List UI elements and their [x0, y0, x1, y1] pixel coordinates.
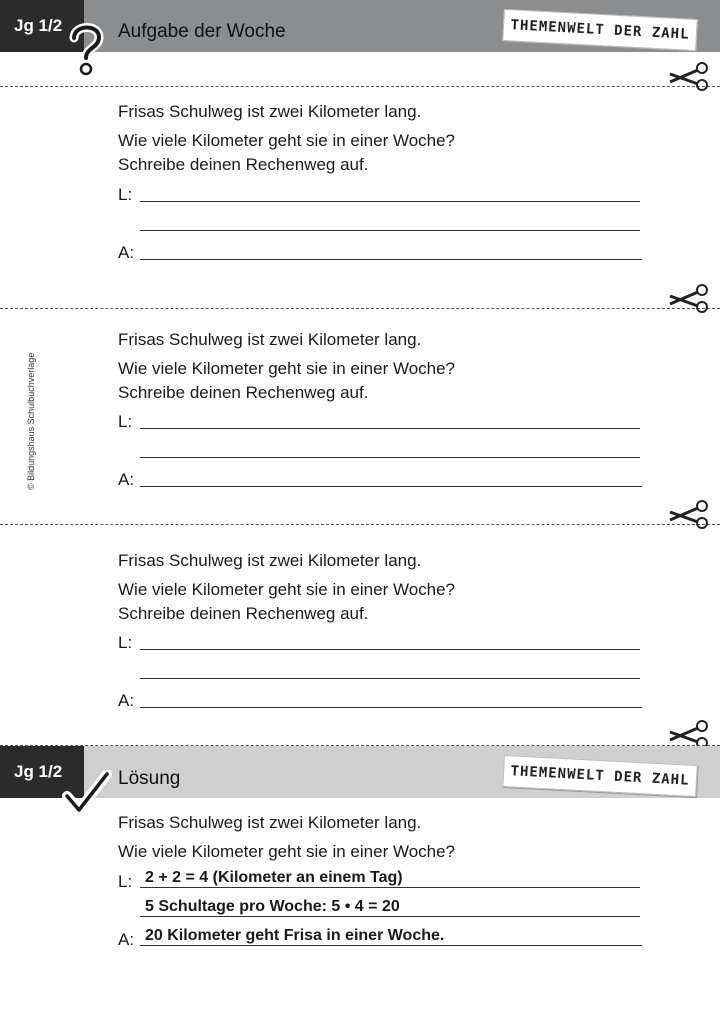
copyright-note: © Bildungshaus Schulbuchverlage [26, 352, 36, 490]
page-title: Aufgabe der Woche [118, 21, 286, 42]
cut-line [0, 86, 720, 87]
task-instruction: Schreibe deinen Rechenweg auf. [118, 383, 369, 402]
grade-badge: Jg 1/2 [0, 746, 84, 798]
solution-answer-2: 5 Schultage pro Woche: 5 • 4 = 20 [145, 898, 400, 915]
scissors-icon [668, 284, 710, 314]
task-text: Frisas Schulweg ist zwei Kilometer lang. [118, 102, 422, 121]
task-question: Wie viele Kilometer geht sie in einer Woche? [118, 580, 456, 599]
l-label: L: [118, 633, 133, 652]
scissors-icon [668, 500, 710, 530]
solution-question: Wie viele Kilometer geht sie in einer Woche? [118, 842, 456, 861]
cut-line [0, 524, 720, 525]
checkmark-icon [62, 770, 112, 818]
answer-line [140, 887, 640, 888]
grade-badge: Jg 1/2 [0, 0, 84, 52]
task-instruction: Schreibe deinen Rechenweg auf. [118, 155, 369, 174]
answer-line [140, 916, 640, 917]
task-question: Wie viele Kilometer geht sie in einer Woche? [118, 359, 456, 378]
brand-stamp: THEMENWELT DER ZAHL [502, 755, 697, 797]
answer-line[interactable] [140, 428, 640, 429]
task-instruction: Schreibe deinen Rechenweg auf. [118, 604, 369, 623]
cut-line [0, 308, 720, 309]
answer-line[interactable] [140, 486, 642, 487]
answer-line[interactable] [140, 230, 640, 231]
solution-title: Lösung [118, 768, 181, 789]
answer-line[interactable] [140, 678, 640, 679]
l-label: L: [118, 185, 133, 204]
answer-line[interactable] [140, 259, 642, 260]
answer-line[interactable] [140, 457, 640, 458]
task-text: Frisas Schulweg ist zwei Kilometer lang. [118, 551, 422, 570]
task-text: Frisas Schulweg ist zwei Kilometer lang. [118, 330, 422, 349]
scissors-icon [668, 62, 710, 92]
a-label: A: [118, 470, 135, 489]
l-label: L: [118, 412, 133, 431]
a-label: A: [118, 243, 135, 262]
question-mark-icon [66, 22, 106, 78]
header-bar [0, 0, 720, 52]
brand-stamp: THEMENWELT DER ZAHL [502, 9, 697, 51]
solution-answer-1: 2 + 2 = 4 (Kilometer an einem Tag) [145, 869, 403, 886]
solution-text: Frisas Schulweg ist zwei Kilometer lang. [118, 813, 422, 832]
answer-line[interactable] [140, 201, 640, 202]
answer-line[interactable] [140, 649, 640, 650]
task-question: Wie viele Kilometer geht sie in einer Woche? [118, 131, 456, 150]
a-label: A: [118, 691, 135, 710]
solution-answer-3: 20 Kilometer geht Frisa in einer Woche. [145, 927, 445, 944]
answer-line [140, 945, 642, 946]
a-label: A: [118, 930, 135, 949]
answer-line[interactable] [140, 707, 642, 708]
l-label: L: [118, 872, 133, 891]
